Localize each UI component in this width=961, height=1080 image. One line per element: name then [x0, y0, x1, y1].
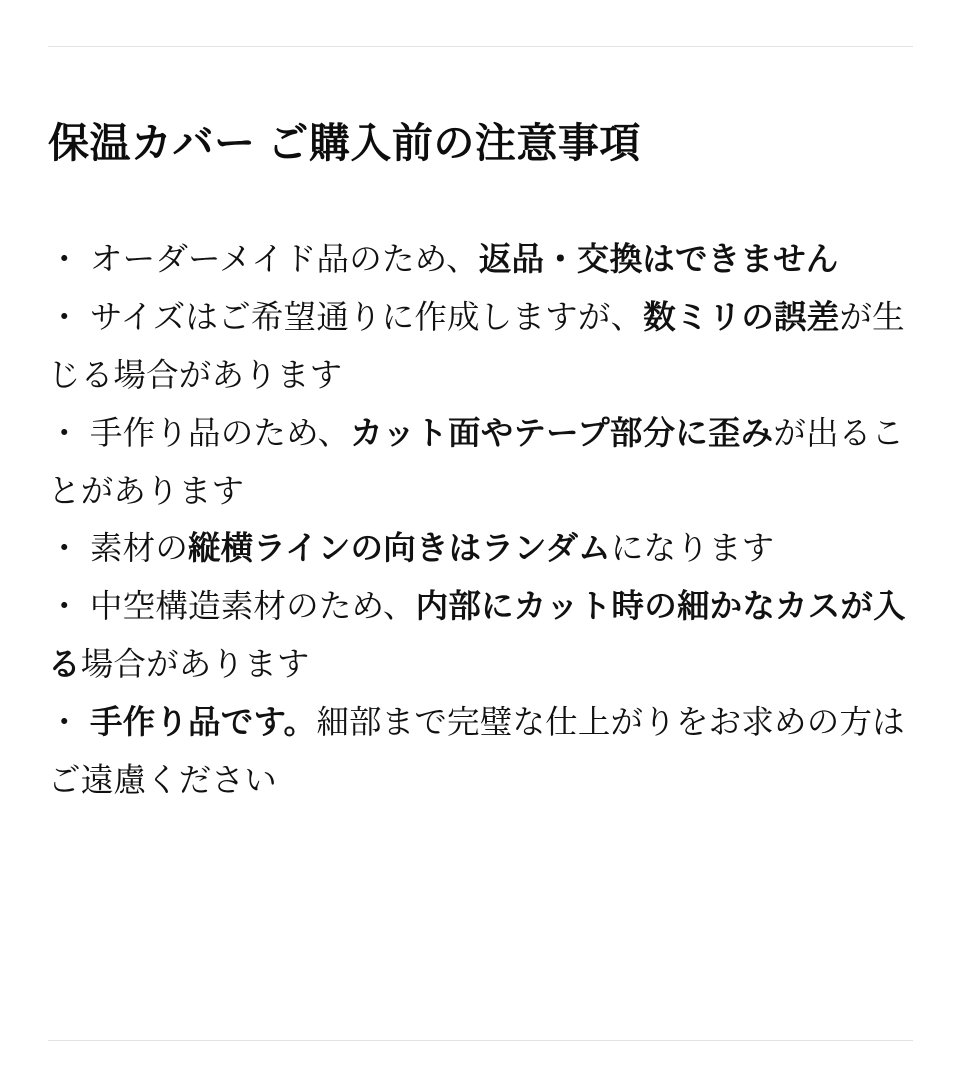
notice-emphasis: 内部にカット時の細かなカスが入る — [48, 588, 906, 683]
notice-text: が出ることがあります — [48, 414, 905, 509]
notice-item — [48, 520, 918, 578]
notice-list — [48, 231, 918, 809]
divider-top — [48, 46, 913, 47]
notice-text: ・ サイズはご希望通りに作成しますが、 — [48, 299, 644, 336]
notice-text: が生じる場合があります — [48, 299, 905, 393]
notice-emphasis: 縦横ラインの向きはランダム — [188, 530, 611, 567]
document-content — [48, 118, 918, 810]
divider-bottom — [48, 1040, 913, 1041]
notice-text: ・ — [48, 704, 90, 740]
notice-item — [48, 231, 918, 289]
notice-emphasis: 返品・交換はできません — [478, 241, 839, 278]
notice-item — [48, 694, 918, 810]
notice-item — [48, 405, 918, 521]
notice-text: になります — [610, 530, 775, 567]
notice-emphasis: カット面やテープ部分に歪み — [350, 414, 774, 451]
notice-text: ・ 中空構造素材のため、 — [48, 588, 416, 625]
notice-emphasis: 数ミリの誤差 — [643, 299, 840, 336]
notice-text: 細部まで完璧な仕上がりをお求めの方はご遠慮ください — [48, 704, 905, 798]
page-title: 保温カバー ご購入前の注意事項 — [48, 120, 641, 166]
notice-text: ・ 素材の — [48, 530, 189, 567]
notice-text: ・ 手作り品のため、 — [48, 414, 351, 451]
notice-text: ・ オーダーメイド品のため、 — [48, 241, 479, 278]
notice-item — [48, 289, 918, 405]
notice-emphasis: 手作り品です。 — [89, 704, 317, 740]
notice-text: 場合があります — [80, 646, 310, 683]
notice-item — [48, 578, 918, 694]
